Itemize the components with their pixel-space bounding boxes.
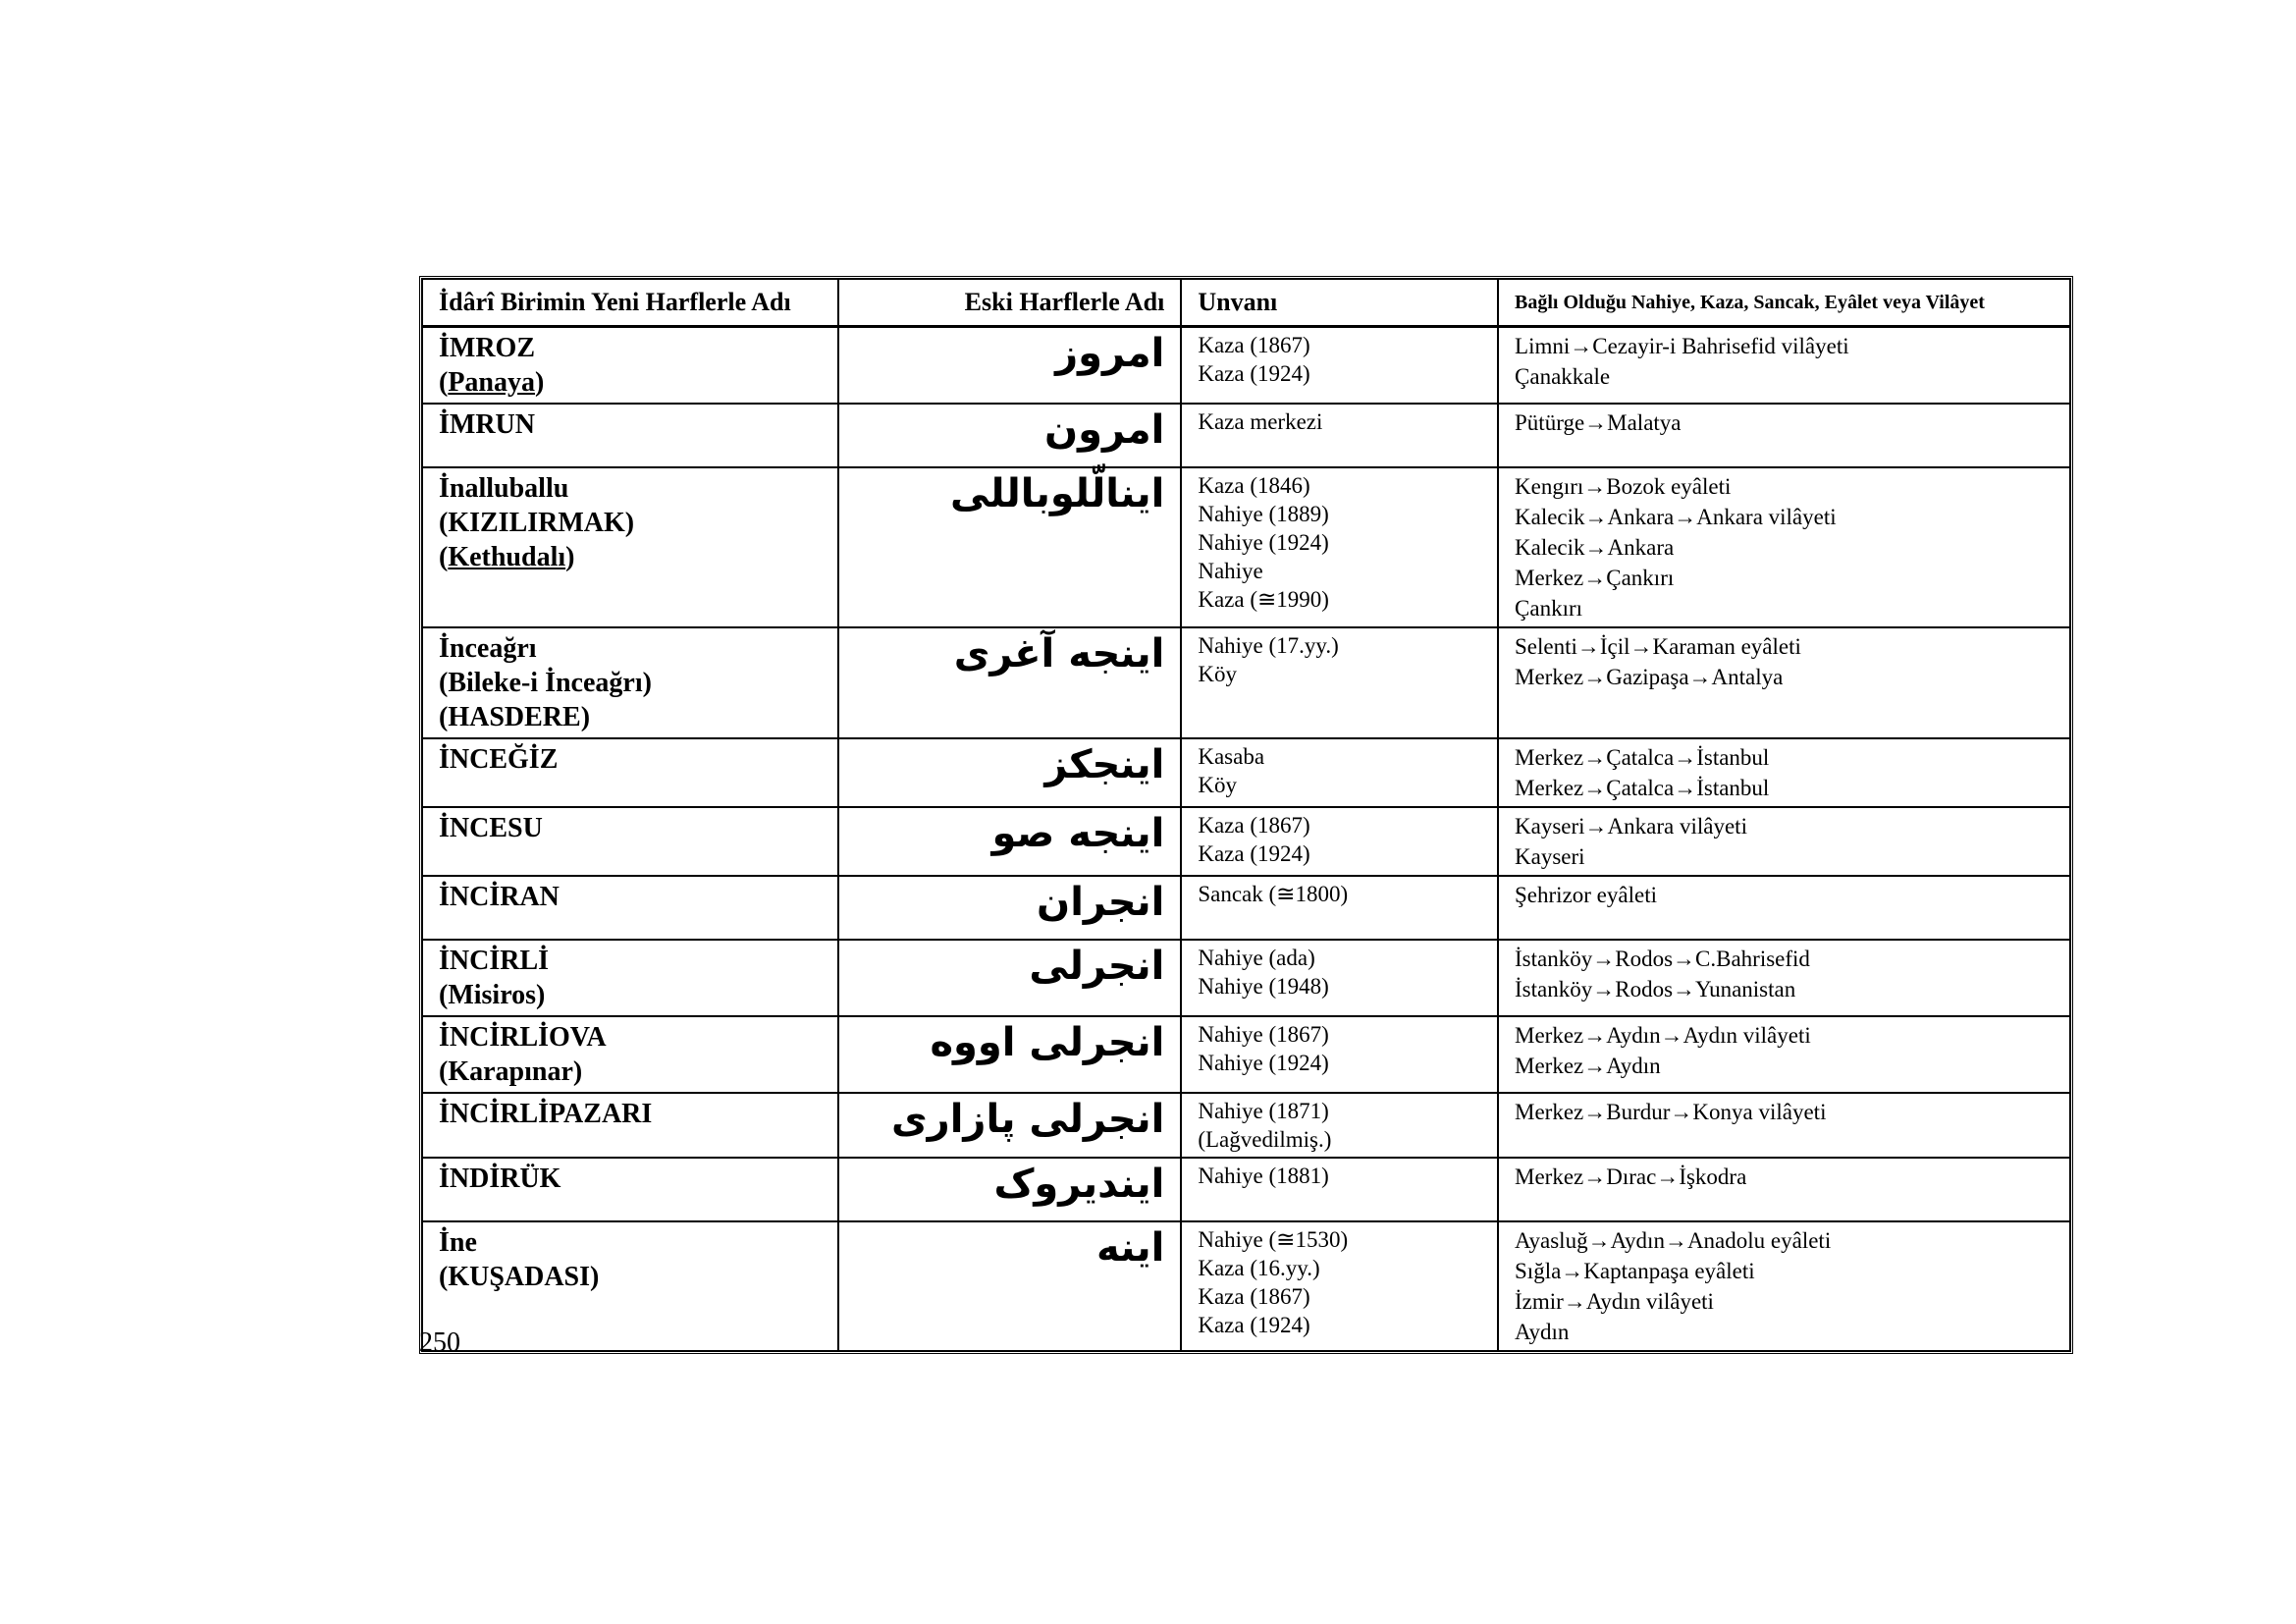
unit-new-name	[422, 940, 838, 1016]
title-line: Kaza (1924)	[1198, 1313, 1310, 1337]
affiliation-line: Çankırı	[1515, 596, 1583, 621]
name-line	[439, 407, 822, 442]
name-text: (KUŞADASI)	[439, 1262, 600, 1292]
table-header-row	[422, 279, 2070, 326]
unit-affiliation	[1498, 738, 2070, 807]
unit-titles	[1181, 1221, 1498, 1351]
unit-titles	[1181, 876, 1498, 940]
title-line: Kaza (1924)	[1198, 841, 1310, 866]
unit-affiliation	[1498, 404, 2070, 467]
name-line	[439, 631, 822, 666]
unit-affiliation	[1498, 467, 2070, 627]
affiliation-line: Sığla→Kaptanpaşa eyâleti	[1515, 1259, 1755, 1283]
table-row	[422, 627, 2070, 738]
unit-new-name	[422, 467, 838, 627]
name-text: (KIZILIRMAK)	[439, 508, 635, 538]
name-line	[439, 471, 822, 506]
header-affiliation: Bağlı Olduğu Nahiye, Kaza, Sancak, Eyâlet veya Vilâyet	[1498, 279, 2070, 326]
unit-new-name	[422, 1158, 838, 1221]
unit-new-name	[422, 738, 838, 807]
affiliation-line: Çanakkale	[1515, 364, 1611, 389]
name-line	[439, 742, 822, 777]
affiliation-line: Şehrizor eyâleti	[1515, 883, 1657, 907]
title-line: Nahiye (1889)	[1198, 502, 1329, 526]
unit-affiliation	[1498, 1093, 2070, 1158]
unit-ottoman-name: انجرلى	[838, 940, 1181, 1016]
title-line: Kaza (1846)	[1198, 473, 1310, 498]
name-line	[439, 506, 822, 540]
table-row	[422, 404, 2070, 467]
name-line	[439, 1020, 822, 1055]
title-line: Köy	[1198, 773, 1237, 797]
title-line: Nahiye (17.yy.)	[1198, 633, 1339, 658]
unit-ottoman-name: اينالّلوباللى	[838, 467, 1181, 627]
title-line: Nahiye (≅1530)	[1198, 1227, 1349, 1252]
unit-affiliation	[1498, 1221, 2070, 1351]
table-row	[422, 940, 2070, 1016]
unit-titles	[1181, 326, 1498, 404]
name-line	[439, 880, 822, 914]
table-row	[422, 326, 2070, 404]
affiliation-line: İzmir→Aydın vilâyeti	[1515, 1289, 1714, 1314]
unit-new-name	[422, 1016, 838, 1093]
unit-titles	[1181, 807, 1498, 876]
affiliation-line: Kayseri	[1515, 844, 1585, 869]
name-line	[439, 365, 822, 400]
name-underlined-text: Kethudalı	[448, 542, 566, 572]
name-line	[439, 331, 822, 365]
affiliation-line: Selenti→İçil→Karaman eyâleti	[1515, 634, 1801, 659]
unit-titles	[1181, 1093, 1498, 1158]
title-line: Nahiye	[1198, 559, 1263, 583]
name-text: (	[439, 542, 449, 572]
unit-new-name	[422, 807, 838, 876]
title-line: (Lağvedilmiş.)	[1198, 1127, 1332, 1152]
unit-new-name	[422, 326, 838, 404]
title-line: Kaza (1924)	[1198, 361, 1310, 386]
name-text: (Misiros)	[439, 980, 546, 1010]
name-line	[439, 540, 822, 574]
unit-new-name	[422, 876, 838, 940]
affiliation-line: Kayseri→Ankara vilâyeti	[1515, 814, 1747, 839]
unit-ottoman-name: اينجكز	[838, 738, 1181, 807]
affiliation-line: Kalecik→Ankara→Ankara vilâyeti	[1515, 505, 1837, 529]
unit-ottoman-name: امرون	[838, 404, 1181, 467]
affiliation-line: Merkez→Aydın	[1515, 1054, 1661, 1078]
unit-ottoman-name: انجرلى پازارى	[838, 1093, 1181, 1158]
table-row	[422, 1093, 2070, 1158]
name-line	[439, 944, 822, 978]
unit-ottoman-name: انجران	[838, 876, 1181, 940]
affiliation-line: Merkez→Aydın→Aydın vilâyeti	[1515, 1023, 1811, 1048]
unit-affiliation	[1498, 326, 2070, 404]
administrative-units-table	[419, 276, 2073, 1354]
name-text: (	[439, 367, 449, 398]
unit-new-name	[422, 1221, 838, 1351]
affiliation-line: Pütürge→Malatya	[1515, 410, 1682, 435]
affiliation-line: Merkez→Gazipaşa→Antalya	[1515, 665, 1784, 689]
name-underlined-text: Panaya	[448, 367, 536, 398]
name-text: İNCİRAN	[439, 882, 560, 912]
unit-ottoman-name: انجرلى اووه	[838, 1016, 1181, 1093]
unit-titles	[1181, 940, 1498, 1016]
unit-affiliation	[1498, 807, 2070, 876]
name-text: (Karapınar)	[439, 1056, 583, 1087]
title-line: Kaza (≅1990)	[1198, 587, 1329, 612]
name-line	[439, 666, 822, 700]
name-line	[439, 1225, 822, 1260]
title-line: Köy	[1198, 662, 1237, 686]
table-row	[422, 876, 2070, 940]
title-line: Nahiye (1881)	[1198, 1164, 1329, 1188]
title-line: Kaza (1867)	[1198, 333, 1310, 357]
name-text: (HASDERE)	[439, 702, 591, 732]
name-line	[439, 1055, 822, 1089]
header-old-name: Eski Harflerle Adı	[838, 279, 1181, 326]
unit-ottoman-name: امروز	[838, 326, 1181, 404]
name-line	[439, 811, 822, 845]
unit-titles	[1181, 1158, 1498, 1221]
name-text: İMRUN	[439, 409, 535, 440]
name-text-suffix: )	[535, 367, 545, 398]
title-line: Kaza merkezi	[1198, 409, 1323, 434]
unit-titles	[1181, 404, 1498, 467]
title-line: Kaza (1867)	[1198, 813, 1310, 838]
table-row	[422, 807, 2070, 876]
header-title: Unvanı	[1181, 279, 1498, 326]
affiliation-line: Merkez→Burdur→Konya vilâyeti	[1515, 1100, 1827, 1124]
affiliation-line: Limni→Cezayir-i Bahrisefid vilâyeti	[1515, 334, 1849, 358]
table-row	[422, 738, 2070, 807]
unit-titles	[1181, 627, 1498, 738]
title-line: Nahiye (1867)	[1198, 1022, 1329, 1047]
name-text: İnalluballu	[439, 473, 569, 504]
title-line: Kasaba	[1198, 744, 1265, 769]
name-text: İNCİRLİOVA	[439, 1022, 607, 1053]
affiliation-line: Ayasluğ→Aydın→Anadolu eyâleti	[1515, 1228, 1832, 1253]
unit-new-name	[422, 627, 838, 738]
affiliation-line: Merkez→Çatalca→İstanbul	[1515, 745, 1770, 770]
unit-new-name	[422, 1093, 838, 1158]
name-text: İne	[439, 1227, 477, 1258]
title-line: Nahiye (1924)	[1198, 530, 1329, 555]
unit-ottoman-name: اينجه آغرى	[838, 627, 1181, 738]
name-line	[439, 1097, 822, 1131]
title-line: Sancak (≅1800)	[1198, 882, 1349, 906]
affiliation-line: İstanköy→Rodos→C.Bahrisefid	[1515, 947, 1810, 971]
name-text: (Bileke-i İnceağrı)	[439, 668, 652, 698]
unit-ottoman-name: اينجه صو	[838, 807, 1181, 876]
name-line	[439, 700, 822, 734]
title-line: Nahiye (1924)	[1198, 1051, 1329, 1075]
table-row	[422, 1016, 2070, 1093]
unit-affiliation	[1498, 940, 2070, 1016]
name-text: İMROZ	[439, 333, 535, 363]
name-text: İNCİRLİ	[439, 946, 550, 976]
unit-titles	[1181, 1016, 1498, 1093]
affiliation-line: Merkez→Çatalca→İstanbul	[1515, 776, 1770, 800]
affiliation-line: Merkez→Çankırı	[1515, 566, 1675, 590]
header-new-name: İdârî Birimin Yeni Harflerle Adı	[422, 279, 838, 326]
affiliation-line: Kalecik→Ankara	[1515, 535, 1675, 560]
unit-ottoman-name: اينه	[838, 1221, 1181, 1351]
table-row	[422, 1221, 2070, 1351]
affiliation-line: Aydın	[1515, 1320, 1570, 1344]
name-line	[439, 978, 822, 1012]
title-line: Nahiye (1948)	[1198, 974, 1329, 999]
title-line: Nahiye (1871)	[1198, 1099, 1329, 1123]
affiliation-line: Kengırı→Bozok eyâleti	[1515, 474, 1732, 499]
page-number: 250	[419, 1327, 460, 1358]
unit-titles	[1181, 467, 1498, 627]
table-body	[422, 326, 2070, 1351]
unit-affiliation	[1498, 876, 2070, 940]
name-line	[439, 1260, 822, 1294]
name-text: İNCESU	[439, 813, 543, 843]
unit-titles	[1181, 738, 1498, 807]
name-text: İnceağrı	[439, 633, 537, 664]
affiliation-line: Merkez→Dırac→İşkodra	[1515, 1164, 1747, 1189]
name-text: İNCEĞİZ	[439, 744, 559, 775]
affiliation-line: İstanköy→Rodos→Yunanistan	[1515, 977, 1796, 1001]
name-text: İNDİRÜK	[439, 1164, 561, 1194]
name-line	[439, 1162, 822, 1196]
unit-ottoman-name: ايندیروک	[838, 1158, 1181, 1221]
unit-new-name	[422, 404, 838, 467]
title-line: Kaza (16.yy.)	[1198, 1256, 1320, 1280]
name-text-suffix: )	[565, 542, 575, 572]
table-row	[422, 1158, 2070, 1221]
title-line: Kaza (1867)	[1198, 1284, 1310, 1309]
title-line: Nahiye (ada)	[1198, 946, 1315, 970]
name-text: İNCİRLİPAZARI	[439, 1099, 653, 1129]
unit-affiliation	[1498, 1016, 2070, 1093]
unit-affiliation	[1498, 1158, 2070, 1221]
unit-affiliation	[1498, 627, 2070, 738]
table-row	[422, 467, 2070, 627]
